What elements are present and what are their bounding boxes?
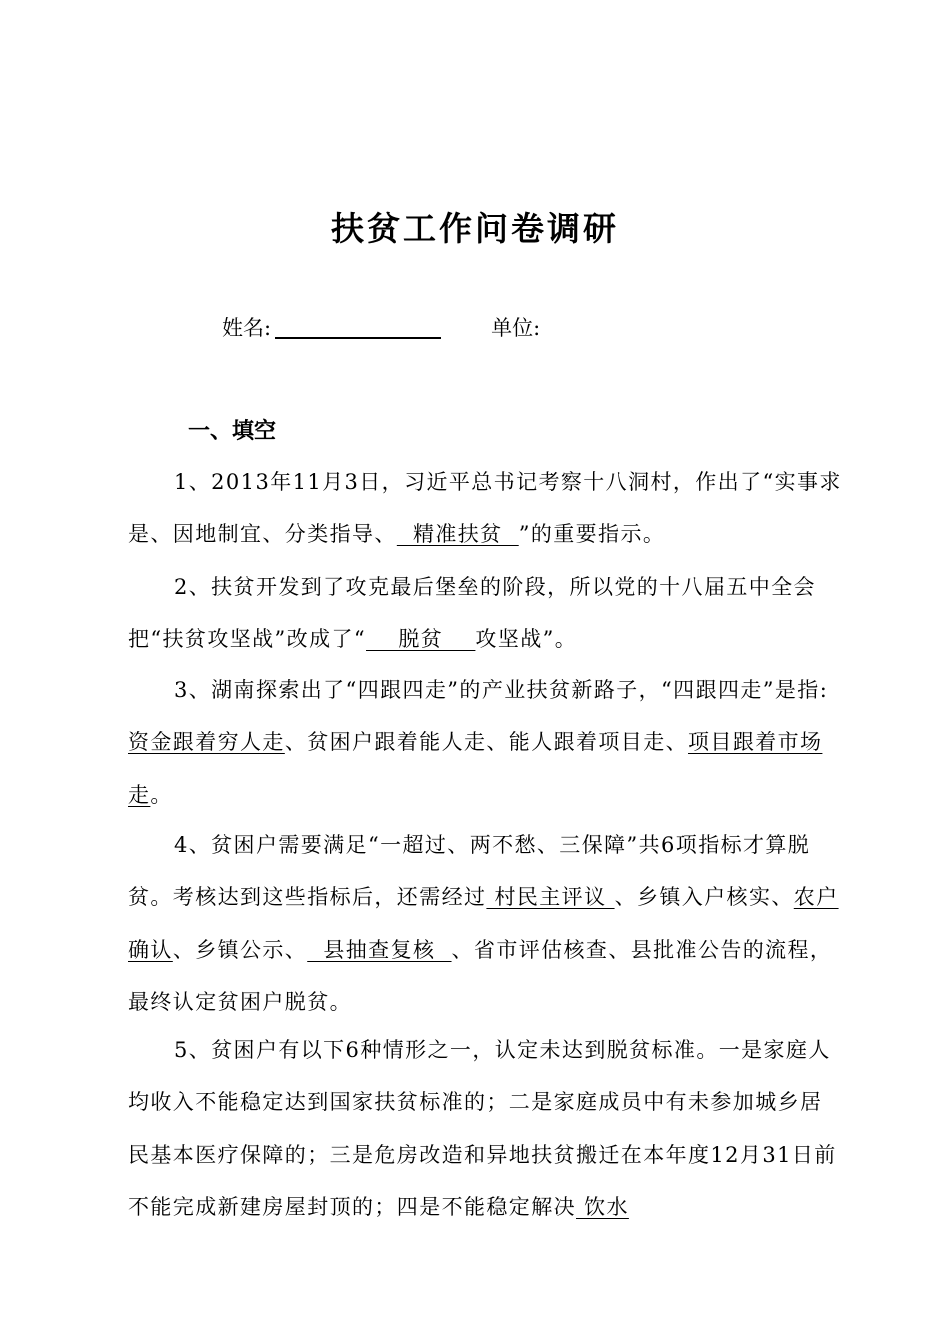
question-3-text: 3、湖南探索出了“四跟四走”的产业扶贫新路子，“四跟四走”是指: <box>174 678 829 702</box>
question-4 <box>128 819 843 1029</box>
question-4-answer-1: 村民主评议 <box>486 885 615 910</box>
question-4-text-end: 、省市评估核查、县批准公告的流程，最终认定贫困户脱贫。 <box>128 937 833 1015</box>
question-3-text-end: 。 <box>150 782 173 807</box>
question-4-answer-2: 农户确认 <box>128 885 839 962</box>
question-3-answer-2: 项目跟着市场走 <box>128 730 823 807</box>
question-4-answer-3: 县抽查复核 <box>307 937 452 962</box>
question-3-text-mid: 、贫困户跟着能人走、能人跟着项目走、 <box>284 730 689 755</box>
question-2-text-end: 攻坚战”。 <box>475 627 578 652</box>
question-1-text: 1、2013年11月3日，习近平总书记考察十八洞村，作出了“实事求是、因地制宜、分类指导、 <box>128 470 842 547</box>
question-5-answer: 饮水 <box>576 1195 629 1220</box>
question-1-text-end: ”的重要指示。 <box>518 522 666 547</box>
question-2 <box>128 561 843 666</box>
question-5-text: 5、贫困户有以下6种情形之一，认定未达到脱贫标准。一是家庭人均收入不能稳定达到国家扶贫标准的；二是家庭成员中有未参加城乡居民基本医疗保障的；三是危房改造和异地扶贫搬迁在本年度12月31日前不能完成新建房屋封顶的；四是不能稳定解决 <box>128 1038 837 1220</box>
question-4-text: 4、贫困户需要满足“一超过、两不愁、三保障”共6项指标才算脱贫。考核达到这些指标后，还需经过 <box>128 833 811 910</box>
question-2-answer: 脱贫 <box>366 627 476 652</box>
question-4-text-mid-1: 、乡镇入户核实、 <box>614 885 794 910</box>
unit-label: 单位: <box>491 316 541 340</box>
section-heading: 一、填空 <box>188 419 277 444</box>
question-4-text-mid-2: 、乡镇公示、 <box>172 937 308 962</box>
respondent-info <box>222 312 540 342</box>
question-2-text: 2、扶贫开发到了攻克最后堡垒的阶段，所以党的十八届五中全会把“扶贫攻坚战”改成了“ <box>128 575 816 652</box>
question-1-answer: 精准扶贫 <box>396 522 519 547</box>
page-title: 扶贫工作问卷调研 <box>331 209 619 248</box>
name-label: 姓名: <box>222 316 272 340</box>
name-blank-line[interactable] <box>275 315 441 339</box>
question-3-answer-1: 资金跟着穷人走 <box>128 730 285 755</box>
question-3 <box>128 664 843 821</box>
question-1 <box>128 456 843 561</box>
question-5 <box>128 1024 843 1234</box>
